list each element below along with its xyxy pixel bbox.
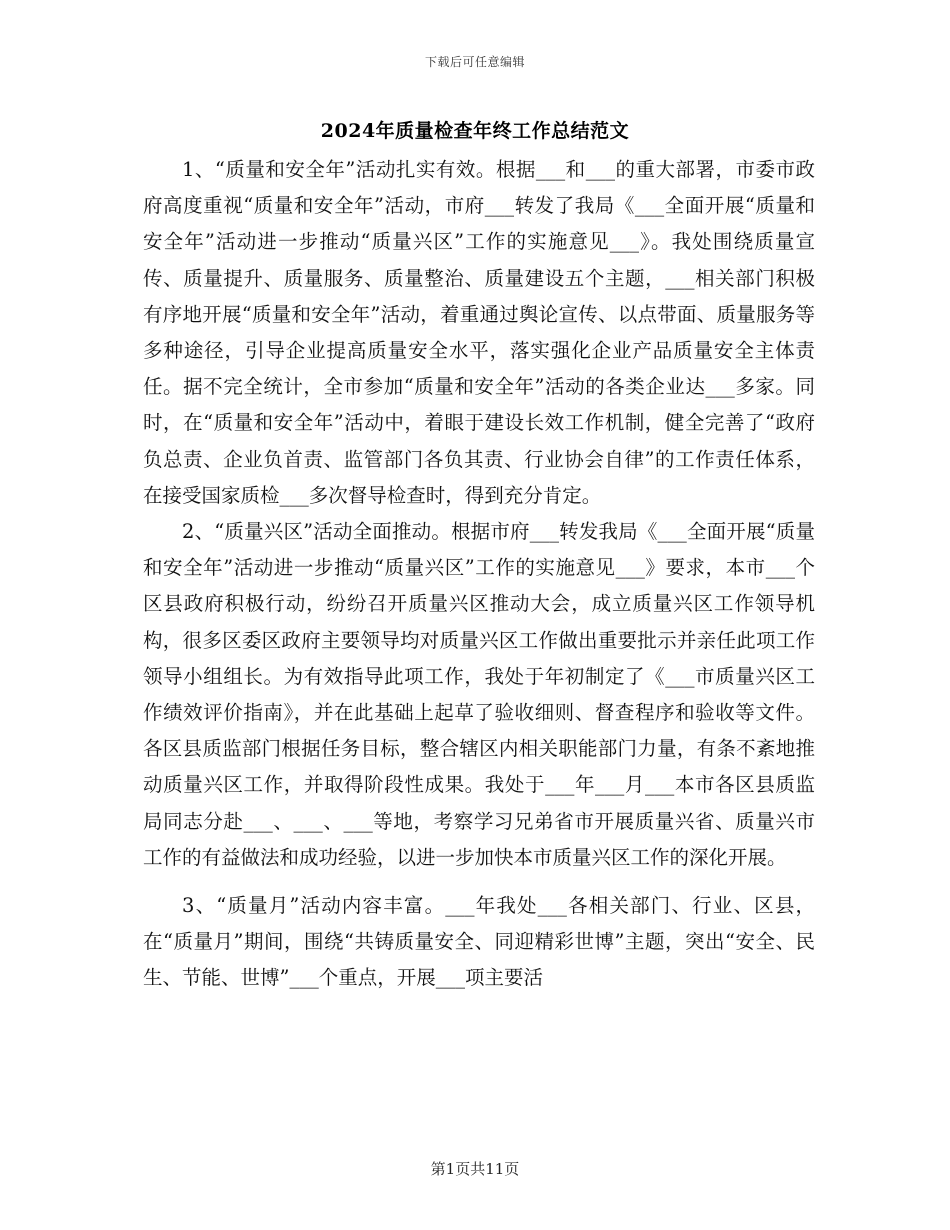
page-header-note: 下载后可任意编辑 [424, 55, 525, 69]
document-body [143, 152, 815, 997]
paragraph-2: 2、“质量兴区”活动全面推动。根据市府___转发我局《___全面开展“质量和安全年”活动进一步推动“质量兴区”工作的实施意见___》要求，本市___个区县政府积极行动，纷纷召开质量兴区推动大会，成立质量兴区工作领导机构，很多区委区政府主要领导均对质量兴区工作做出重要批示并亲任此项工作领导小组组长。为有效指导此项工作，我处于年初制定了《___市质量兴区工作绩效评价指南》，并在此基础上起草了验收细则、督查程序和验收等文件。各区县质监部门根据任务目标，整合辖区内相关职能部门力量，有条不紊地推动质量兴区工作，并取得阶段性成果。我处于___年___月___本市各区县质监局同志分赴___、___、___等地，考察学习兄弟省市开展质量兴省、质量兴市工作的有益做法和成功经验，以进一步加快本市质量兴区工作的深化开展。 [143, 520, 815, 869]
paragraph-3: 3、“质量月”活动内容丰富。___年我处___各相关部门、行业、区县，在“质量月”期间，围绕“共铸质量安全、同迎精彩世博”主题，突出“安全、民生、节能、世博”___个重点，开展___项主要活 [143, 894, 815, 990]
document-title: 2024年质量检查年终工作总结范文 [320, 120, 630, 142]
paragraph-1: 1、“质量和安全年”活动扎实有效。根据___和___的重大部署，市委市政府高度重视“质量和安全年”活动，市府___转发了我局《___全面开展“质量和安全年”活动进一步推动“质量兴区”工作的实施意见___》。我处围绕质量宣传、质量提升、质量服务、质量整治、质量建设五个主题，___相关部门积极有序地开展“质量和安全年”活动，着重通过舆论宣传、以点带面、质量服务等多种途径，引导企业提高质量安全水平，落实强化企业产品质量安全主体责任。据不完全统计，全市参加“质量和安全年”活动的各类企业达___多家。同时，在“质量和安全年”活动中，着眼于建设长效工作机制，健全完善了“政府负总责、企业负首责、监管部门各负其责、行业协会自律”的工作责任体系，在接受国家质检___多次督导检查时，得到充分肯定。 [143, 158, 815, 507]
page-number-footer: 第1页共11页 [430, 1160, 520, 1178]
